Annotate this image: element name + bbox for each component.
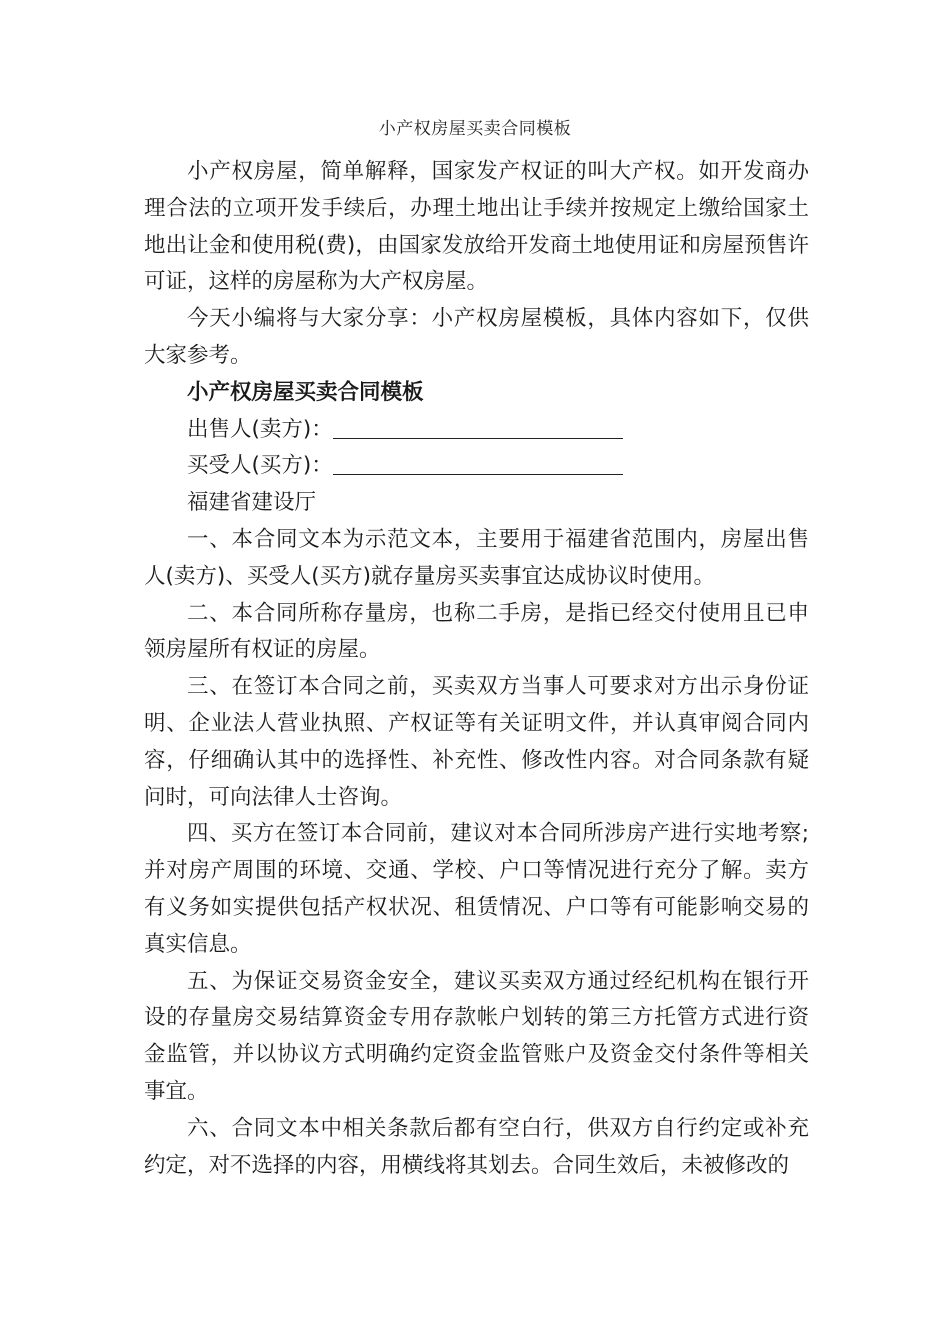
issuer-line: 福建省建设厅 [187, 490, 317, 516]
document-body [144, 154, 809, 1184]
seller-line [144, 412, 809, 449]
share-paragraph: 今天小编将与大家分享：小产权房屋模板，具体内容如下，仅供大家参考。 [144, 306, 809, 368]
clause-5: 五、为保证交易资金安全，建议买卖双方通过经纪机构在银行开设的存量房交易结算资金专用存款帐户划转的第三方托管方式进行资金监管，并以协议方式明确约定资金监管账户及资金交付条件等相关事宜。 [144, 968, 809, 1104]
clause-4: 四、买方在签订本合同前，建议对本合同所涉房产进行实地考察;并对房产周围的环境、交通、学校、户口等情况进行充分了解。卖方有义务如实提供包括产权状况、租赁情况、户口等有可能影响交易的真实信息。 [144, 821, 809, 957]
document-title: 小产权房屋买卖合同模板 [378, 119, 572, 139]
buyer-line [144, 448, 809, 485]
intro-paragraph: 小产权房屋，简单解释，国家发产权证的叫大产权。如开发商办理合法的立项开发手续后，办理土地出让手续并按规定上缴给国家土地出让金和使用税(费)，由国家发放给开发商土地使用证和房屋预售许可证，这样的房屋称为大产权房屋。 [144, 159, 809, 295]
contract-heading: 小产权房屋买卖合同模板 [187, 379, 424, 405]
clause-6: 六、合同文本中相关条款后都有空白行，供双方自行约定或补充约定，对不选择的内容，用横线将其划去。合同生效后，未被修改的 [144, 1115, 809, 1178]
buyer-label: 买受人(买方)： [187, 453, 333, 479]
clause-1: 一、本合同文本为示范文本，主要用于福建省范围内，房屋出售人(卖方)、买受人(买方)就存量房买卖事宜达成协议时使用。 [144, 526, 809, 589]
seller-blank-field [333, 416, 623, 439]
clause-2: 二、本合同所称存量房，也称二手房，是指已经交付使用且已申领房屋所有权证的房屋。 [144, 600, 809, 663]
seller-label: 出售人(卖方)： [187, 416, 333, 442]
clause-3: 三、在签订本合同之前，买卖双方当事人可要求对方出示身份证明、企业法人营业执照、产权证等有关证明文件，并认真审阅合同内容，仔细确认其中的选择性、补充性、修改性内容。对合同条款有疑问时，可向法律人士咨询。 [144, 674, 809, 810]
buyer-blank-field [333, 452, 623, 475]
